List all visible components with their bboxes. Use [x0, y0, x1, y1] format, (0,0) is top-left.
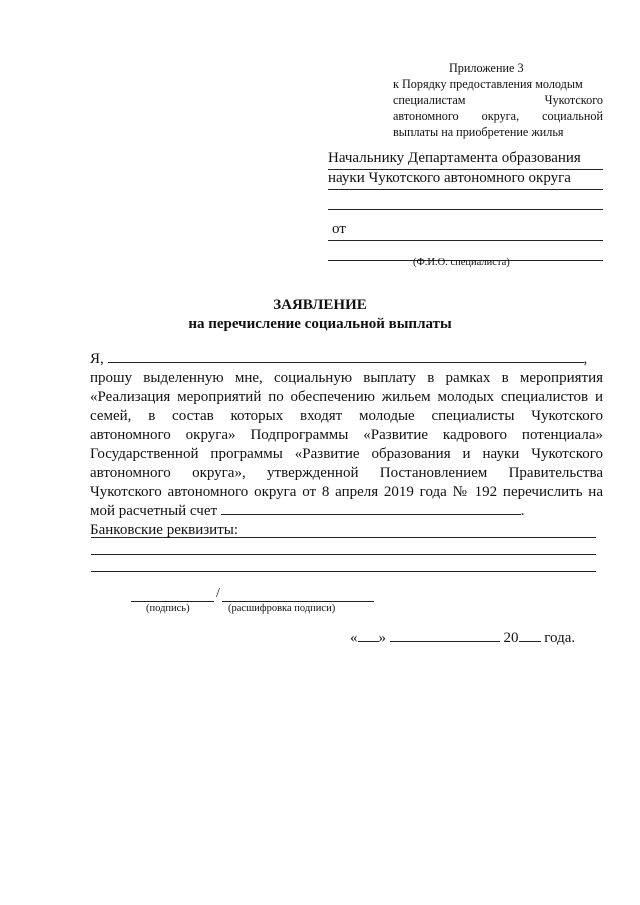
appendix-line: автономного округа, социальной — [393, 109, 603, 123]
signature-field[interactable] — [131, 588, 214, 602]
account-field[interactable] — [221, 502, 521, 515]
signature-caption: (подпись) — [146, 603, 190, 614]
body-line: Чукотского автономного округа от 8 апреля 2019 года № 192 перечислить на — [90, 484, 603, 500]
document-subtitle: на перечисление социальной выплаты — [188, 316, 452, 332]
bank-details-label: Банковские реквизиты: — [90, 522, 239, 538]
name-field[interactable] — [108, 350, 584, 363]
date-year-prefix: 20 — [503, 630, 519, 646]
date-year-field[interactable] — [519, 629, 541, 642]
name-prefix: Я, — [90, 351, 104, 367]
fio-caption: (Ф.И.О. специалиста) — [413, 257, 510, 268]
appendix-line: выплаты на приобретение жилья — [393, 125, 564, 139]
account-period: . — [520, 503, 525, 519]
addressee-block — [328, 150, 603, 210]
date-month-field[interactable] — [390, 629, 500, 642]
appendix-note — [393, 60, 603, 140]
bank-details-line[interactable] — [91, 554, 596, 555]
appendix-line: к Порядку предоставления молодым — [393, 77, 583, 91]
bank-details-line[interactable] — [91, 571, 596, 572]
statement-body — [90, 350, 603, 540]
appendix-line: Приложение 3 — [449, 61, 524, 75]
body-line: «Реализация мероприятий по обеспечению жильем молодых специалистов и — [90, 389, 603, 405]
from-line[interactable] — [328, 221, 603, 241]
signature-decode-field[interactable] — [222, 588, 374, 602]
name-comma: , — [583, 351, 588, 367]
account-row — [90, 502, 603, 521]
signature-decode-caption: (расшифровка подписи) — [228, 603, 336, 614]
addressee-line-2: науки Чукотского автономного округа — [328, 170, 603, 190]
date-year-suffix: года. — [544, 630, 576, 646]
account-label: мой расчетный счет — [90, 503, 218, 519]
from-label: от — [332, 221, 346, 237]
addressee-blank-line[interactable] — [328, 190, 603, 210]
name-row — [90, 350, 603, 369]
body-line: семей, в состав которых входят молодые специалисты Чукотского — [90, 408, 603, 424]
addressee-line-1: Начальнику Департамента образования — [328, 150, 603, 170]
date-open-quote: « — [350, 630, 358, 646]
bank-details-line[interactable] — [91, 537, 596, 538]
signature-slash: / — [216, 586, 220, 601]
body-line: Государственной программы «Развитие образования и науки Чукотского — [90, 446, 603, 462]
body-line: прошу выделенную мне, социальную выплату в рамках в мероприятия — [90, 370, 603, 386]
date-day-field[interactable] — [358, 629, 379, 642]
body-line: автономного округа» Подпрограммы «Развитие кадрового потенциала» — [90, 427, 603, 443]
date-line — [350, 629, 575, 648]
date-close-quote: » — [378, 630, 386, 646]
appendix-line: специалистам Чукотского — [393, 93, 603, 107]
document-title: ЗАЯВЛЕНИЕ — [273, 297, 367, 313]
from-block — [328, 221, 603, 261]
body-line: автономного округа», утвержденной Постановлением Правительства — [90, 465, 603, 481]
